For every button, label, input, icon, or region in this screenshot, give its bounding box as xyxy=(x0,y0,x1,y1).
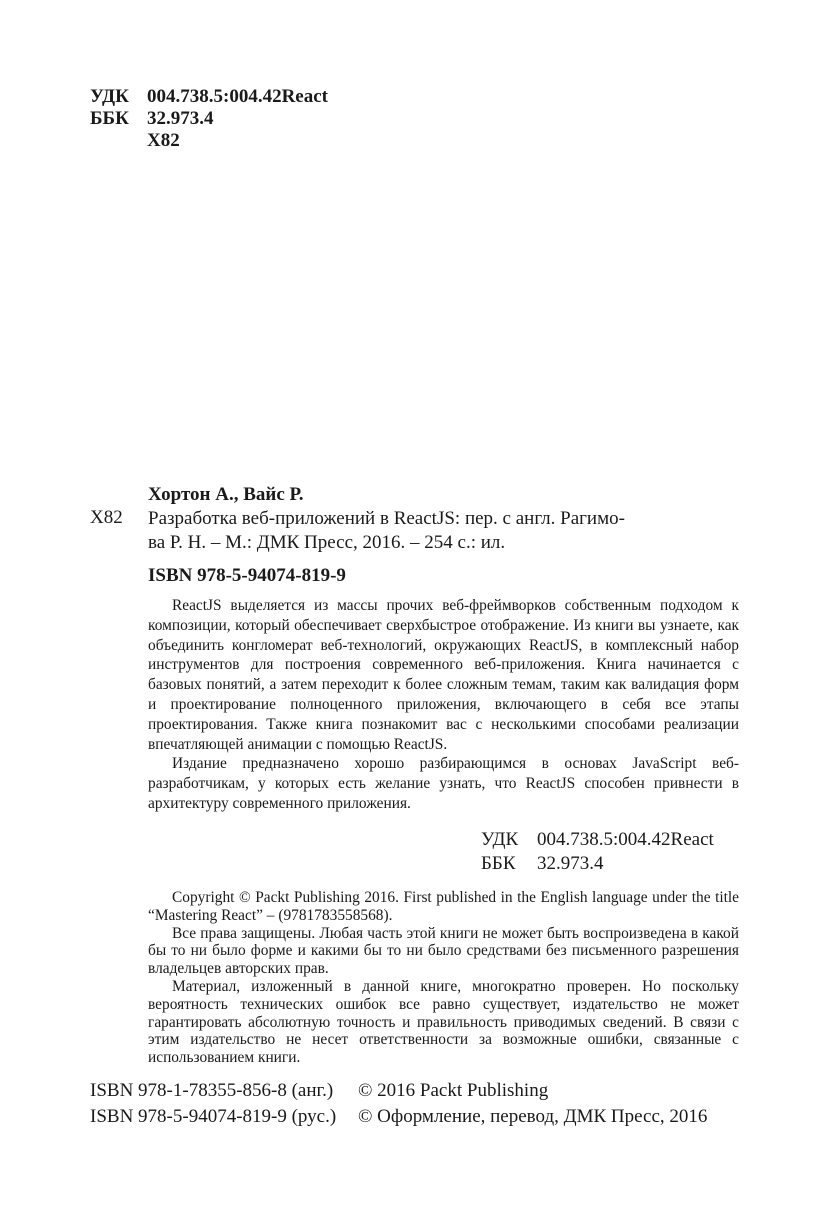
bbk-label: ББК xyxy=(90,108,129,129)
author-code-top: Х82 xyxy=(147,130,180,151)
isbn-copyright-list xyxy=(90,1078,707,1130)
bbk-label-bottom: ББК xyxy=(481,853,516,874)
isbn-row-russian xyxy=(90,1104,707,1130)
title-line-2: ва Р. Н. – М.: ДМК Пресс, 2016. – 254 с.: ил. xyxy=(148,532,506,553)
annotation xyxy=(148,596,739,814)
author-code: Х82 xyxy=(90,507,123,528)
annotation-paragraph-2: Издание предназначено хорошо разбирающимся в основах JavaScript веб-разработчикам, у которых есть желание узнать, что ReactJS способен привнести в архитектуру современного приложения. xyxy=(148,755,739,812)
disclaimer-notice: Материал, изложенный в данной книге, многократно проверен. Но поскольку вероятность технических ошибок все равно существует, издательство не может гарантировать абсолютную точность и правильность приводимых сведений. В связи с этим издательство не несет ответственности за возможные ошибки, связанные с использованием книги. xyxy=(148,977,739,1067)
author-code-row xyxy=(90,130,328,152)
bbk-value-bottom: 32.973.4 xyxy=(537,853,604,874)
udk-label-bottom: УДК xyxy=(481,829,519,850)
book-author: Хортон А., Вайс Р. xyxy=(148,484,304,505)
isbn-english: ISBN 978-1-78355-856-8 (анг.) xyxy=(90,1080,334,1101)
bbk-row-bottom xyxy=(481,852,714,876)
udk-row-bottom xyxy=(481,828,714,852)
title-line-1: Разработка веб-приложений в ReactJS: пер. с англ. Рагимо- xyxy=(148,508,625,529)
book-isbn: ISBN 978-5-94074-819-9 xyxy=(148,565,346,586)
bbk-value: 32.973.4 xyxy=(147,108,214,129)
udk-label: УДК xyxy=(90,86,129,107)
udk-row xyxy=(90,86,328,108)
annotation-paragraph-1: ReactJS выделяется из массы прочих веб-фреймворков собственным подходом к композиции, который обеспечивает сверхбыстрое отображение. Из книги вы узнаете, как объединить конгломерат веб-технологий, окружающих ReactJS, в комплексный набор инструментов для построения современного веб-приложения. Книга начинается с базовых понятий, а затем переходит к более сложным темам, таким как валидация форм и проектирование полноценного приложения, включающего в себя все этапы проектирования. Также книга познакомит вас с несколькими способами реализации впечатляющей анимации с помощью ReactJS. xyxy=(148,597,739,753)
copyright-notice: Copyright © Packt Publishing 2016. First published in the English language under the title “Mastering React” – (9781783558568). xyxy=(148,889,739,924)
copyright-russian: © Оформление, перевод, ДМК Пресс, 2016 xyxy=(358,1106,708,1127)
copyright-english: © 2016 Packt Publishing xyxy=(358,1080,549,1101)
bbk-row xyxy=(90,108,328,130)
legal-notice xyxy=(148,889,739,1067)
isbn-row-english xyxy=(90,1078,707,1104)
isbn-russian: ISBN 978-5-94074-819-9 (рус.) xyxy=(90,1106,337,1127)
book-title-description xyxy=(148,507,740,555)
rights-notice: Все права защищены. Любая часть этой книги не может быть воспроизведена в какой бы то ни было форме и какими бы то ни было средствами без письменного разрешения владельцев авторских прав. xyxy=(148,924,739,978)
bottom-classification-block xyxy=(481,828,714,876)
udk-value: 004.738.5:004.42React xyxy=(147,86,328,107)
udk-value-bottom: 004.738.5:004.42React xyxy=(537,829,714,850)
top-classification-block xyxy=(90,86,328,152)
